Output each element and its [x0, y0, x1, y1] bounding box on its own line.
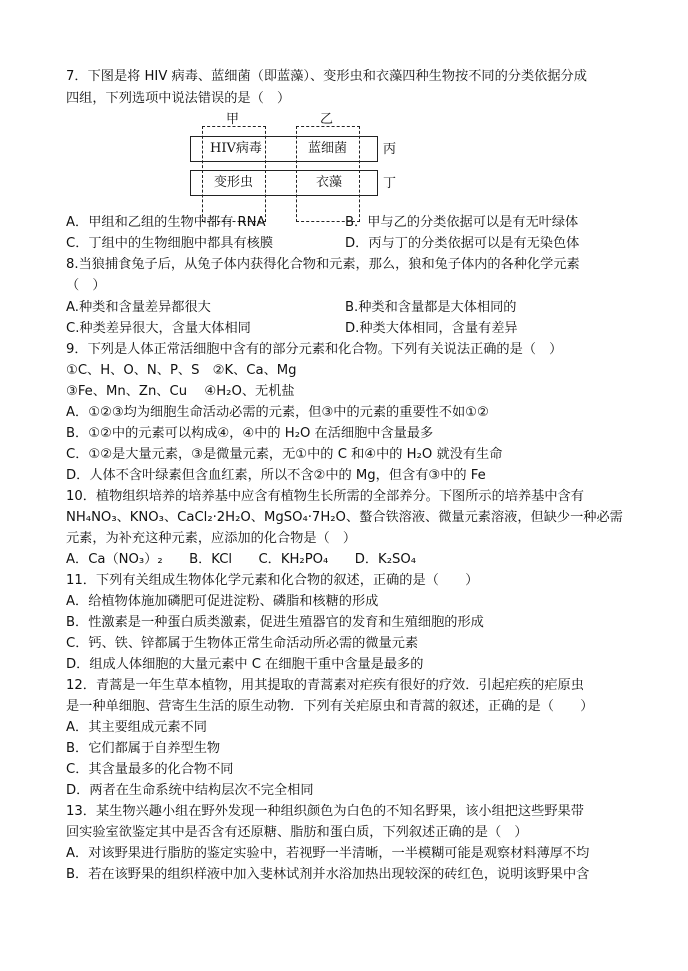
q12-option-d: D．两者在生命系统中结构层次不完全相同 [66, 783, 314, 798]
q12-stem-line1: 12．青蒿是一年生草本植物，用其提取的青蒿素对疟疾有很好的疗效．引起疟疾的疟原虫 [66, 678, 584, 693]
q12-option-b: B．它们都属于自养型生物 [66, 741, 221, 756]
q13-stem-line2: 回实验室欲鉴定其中是否含有还原糖、脂肪和蛋白质，下列叙述正确的是（ ） [66, 825, 528, 840]
q11-option-a: A．给植物体施加磷肥可促进淀粉、磷脂和核糖的形成 [66, 594, 379, 609]
q7-stem-line2: 四组，下列选项中说法错误的是（ ） [66, 91, 291, 106]
q9-option-c: C．①②是大量元素，③是微量元素，无①中的 C 和④中的 H₂O 就没有生命 [66, 447, 503, 462]
q8-option-c: C.种类差异很大，含量大体相同 [66, 321, 251, 336]
q7-classification-diagram [190, 112, 410, 222]
q8-option-b: B.种类和含量都是大体相同的 [345, 300, 517, 315]
q9-option-a: A．①②③均为细胞生命活动必需的元素，但③中的元素的重要性不如①② [66, 405, 489, 420]
q9-stem-line1: 9．下列是人体正常活细胞中含有的部分元素和化合物。下列有关说法正确的是（ ） [66, 342, 563, 357]
q7-option-a: A．甲组和乙组的生物中都有 RNA [66, 215, 266, 230]
q8-stem-line1: 8.当狼捕食兔子后，从兔子体内获得化合物和元素，那么，狼和兔子体内的各种化学元素 [66, 257, 580, 272]
q9-stem-line2: ①C、H、O、N、P、S ②K、Ca、Mg [66, 363, 297, 378]
q13-option-b: B．若在该野果的组织样液中加入斐林试剂并水浴加热出现较深的砖红色，说明该野果中含 [66, 867, 590, 882]
q13-option-a: A．对该野果进行脂肪的鉴定实验中，若视野一半清晰，一半模糊可能是观察材料薄厚不均 [66, 846, 590, 861]
label-yi: 乙 [320, 112, 334, 127]
q7-option-c: C．丁组中的生物细胞中都具有核膜 [66, 236, 274, 251]
q11-option-c: C．钙、铁、锌都属于生物体正常生命活动所必需的微量元素 [66, 636, 419, 651]
q12-option-c: C．其含量最多的化合物不同 [66, 762, 234, 777]
q7-stem-line1: 7．下图是将 HIV 病毒、蓝细菌（即蓝藻）、变形虫和衣藻四种生物按不同的分类依据分成 [66, 69, 587, 84]
q8-stem-line2: （ ） [66, 278, 106, 293]
organism-lanxijun: 蓝细菌 [308, 141, 348, 156]
label-ding: 丁 [383, 176, 397, 191]
q11-option-d: D．组成人体细胞的大量元素中 C 在细胞干重中含量是最多的 [66, 657, 424, 672]
q11-option-b: B．性激素是一种蛋白质类激素，促进生殖器官的发育和生殖细胞的形成 [66, 615, 484, 630]
organism-bianxingchong: 变形虫 [214, 175, 254, 190]
label-jia: 甲 [226, 112, 240, 127]
q9-stem-line3: ③Fe、Mn、Zn、Cu ④H₂O、无机盐 [66, 384, 295, 399]
q10-stem-line3: 元素，为补充这种元素，应添加的化合物是（ ） [66, 531, 357, 546]
q9-option-d: D．人体不含叶绿素但含血红素，所以不含②中的 Mg，但含有③中的 Fe [66, 468, 486, 483]
q11-stem-line1: 11．下列有关组成生物体化学元素和化合物的叙述，正确的是（ ） [66, 573, 479, 588]
q12-stem-line2: 是一种单细胞、营寄生生活的原生动物．下列有关疟原虫和青蒿的叙述，正确的是（ ） [66, 699, 594, 714]
q10-stem-line2: NH₄NO₃、KNO₃、CaCl₂·2H₂O、MgSO₄·7H₂O、螯合铁溶液、微量元素溶液，但缺少一种必需 [66, 510, 623, 525]
label-bing: 丙 [383, 142, 397, 157]
q9-option-b: B．①②中的元素可以构成④，④中的 H₂O 在活细胞中含量最多 [66, 426, 434, 441]
organism-yizao: 衣藻 [316, 175, 343, 190]
organism-hiv: HIV病毒 [210, 141, 262, 156]
q7-option-b: B．甲与乙的分类依据可以是有无叶绿体 [345, 215, 579, 230]
q10-options: A．Ca（NO₃）₂ B．KCl C．KH₂PO₄ D．K₂SO₄ [66, 552, 417, 567]
q13-stem-line1: 13．某生物兴趣小组在野外发现一种组织颜色为白色的不知名野果，该小组把这些野果带 [66, 804, 584, 819]
q8-option-a: A.种类和含量差异都很大 [66, 300, 211, 315]
q8-option-d: D.种类大体相同，含量有差异 [345, 321, 518, 336]
q7-option-d: D．丙与丁的分类依据可以是有无染色体 [345, 236, 580, 251]
q10-stem-line1: 10．植物组织培养的培养基中应含有植物生长所需的全部养分。下图所示的培养基中含有 [66, 489, 584, 504]
q12-option-a: A．其主要组成元素不同 [66, 720, 207, 735]
